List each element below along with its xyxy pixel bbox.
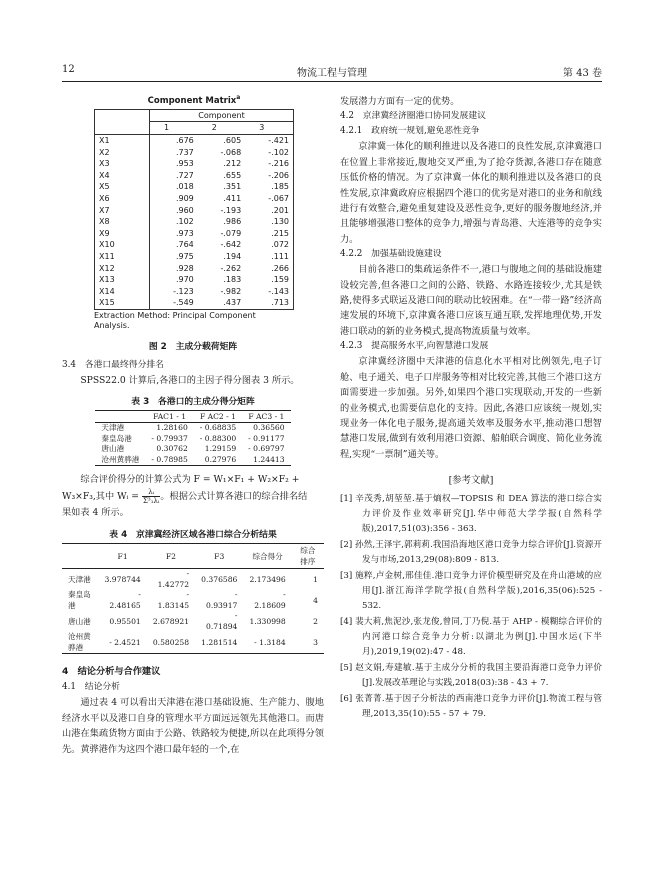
loading-cell: .986 — [223, 217, 242, 227]
loading-cell: .266 — [271, 263, 289, 273]
port-name: 秦皇岛港 — [68, 590, 91, 610]
value-cell: 2.678921 — [152, 616, 190, 626]
value-cell: - 1.83145 — [157, 590, 190, 610]
reference-item: [4] 裴大莉,焦泥沙,张龙俊,曾同,丁乃倪.基于 AHP - 模糊综合评价的内河港口综合竞争力分析:以湖北为例[J].中国水运(下半月),2019,19(02):47 - 48. — [340, 617, 602, 658]
table-row — [95, 193, 294, 205]
loading-cell: .201 — [271, 205, 289, 215]
variable-label: X14 — [95, 286, 150, 298]
score-matrix-table — [95, 410, 290, 466]
table-row — [62, 590, 324, 611]
column-header — [95, 411, 145, 423]
variable-label: X7 — [95, 205, 150, 217]
journal-name: 物流工程与管理 — [297, 68, 367, 79]
table-row — [95, 228, 294, 240]
loading-cell: .973 — [175, 228, 194, 238]
port-name: 唐山港 — [68, 616, 91, 626]
table-row — [95, 170, 294, 182]
value-cell: - 2.18609 — [254, 590, 286, 610]
value-cell: - 0.69797 — [248, 444, 285, 454]
reference-item: [2] 孙然,王泽宇,郭莉莉.我国沿海地区港口竞争力综合评价[J].资源开发与市场,2013,29(08):809 - 813. — [340, 540, 602, 566]
column-header: F AC2 - 1 — [194, 411, 242, 423]
value-cell: 4 — [313, 595, 318, 605]
column-header: 综合得分 — [243, 544, 291, 569]
table-row — [95, 434, 290, 445]
loading-cell: .111 — [271, 251, 289, 261]
section-heading: 4.2.3 提高服务水平,向智慧港口发展 — [340, 341, 489, 352]
table-row — [95, 239, 294, 251]
paragraph: 发展潜力方面有一定的优势。 — [340, 96, 460, 107]
loading-cell: -.102 — [268, 147, 289, 157]
value-cell: 1.281514 — [195, 632, 243, 654]
table-caption: 表 4 京津冀经济区域各港口综合分析结果 — [109, 530, 277, 541]
weight-fraction: $\frac{\text{λᵢ}}{\text{Σ³₁λᵢ}}$ — [142, 488, 160, 506]
section-heading: 4.2 京津冀经济圈港口协同发展建议 — [340, 111, 486, 122]
reference-item: [6] 张菁菁.基于因子分析法的西南港口竞争力评价[J].物流工程与管理,2013,35(10):55 - 57 + 79. — [340, 694, 602, 720]
loading-cell: .970 — [175, 275, 194, 285]
reference-item: [3] 施粹,卢金树,邢佳佳.港口竞争力评价模型研究及在舟山港域的应用[J].浙江海洋学院学报(自然科学版),2016,35(06):525 - 532. — [340, 571, 602, 612]
loading-cell: .411 — [223, 193, 242, 203]
loading-cell: .655 — [223, 170, 242, 180]
loading-cell: .212 — [223, 159, 242, 169]
variable-label: X2 — [95, 147, 150, 159]
loading-cell: .215 — [271, 228, 289, 238]
section-heading: 4.1 结论分析 — [62, 682, 120, 693]
column-header: FAC1 - 1 — [145, 411, 193, 423]
value-cell: - 1.42772 — [157, 569, 190, 589]
section-heading: 4 结论分析与合作建议 — [62, 666, 161, 678]
variable-label: X5 — [95, 181, 150, 193]
value-cell: 1.29159 — [204, 444, 237, 454]
loading-cell: -.421 — [268, 136, 289, 146]
loading-cell: -.982 — [220, 286, 242, 296]
variable-label: X11 — [95, 251, 150, 263]
loading-cell: .605 — [223, 136, 242, 146]
references-heading: [参考文献] — [448, 475, 494, 487]
loading-cell: .018 — [175, 182, 194, 192]
value-cell: 0.376586 — [201, 574, 238, 584]
value-cell: 1 — [313, 574, 318, 584]
loading-cell: -.216 — [268, 159, 289, 169]
value-cell: 0.36560 — [253, 423, 285, 433]
table-row — [95, 297, 294, 309]
value-cell: 0.95501 — [109, 616, 141, 626]
table-header-row — [95, 411, 290, 423]
variable-label: X4 — [95, 170, 150, 182]
paragraph: 京津冀经济圈中天津港的信息化水平相对比例领先,电子订舱、电子通关、电子口岸服务等相对比较完善,其他三个港口这方面需要进一步加强。另外,如果四个港口实现联动,开发的一些新的业务模式,也需要信息化的支持。因此,各港口应该统一规划,实现业务一体化电子服务,提高通关效率及服务水平,推动港口想智慧港口发展,做到有效利用港口资源、船舶联合调度、简化业务流程,实现“一票制”通关等。 — [340, 356, 602, 460]
reference-list — [340, 492, 602, 722]
value-cell: 3 — [292, 632, 324, 654]
value-cell: - 0.78985 — [145, 455, 193, 466]
value-cell: - 2.4521 — [98, 632, 146, 654]
component-matrix — [94, 94, 294, 331]
value-cell: 1.24413 — [242, 455, 290, 466]
left-column — [62, 94, 324, 757]
loading-cell: .960 — [175, 205, 194, 215]
loading-cell: -.193 — [220, 205, 242, 215]
paragraph: 通过表 4 可以看出天津港在港口基础设施、生产能力、腹地经济水平以及港口自身的管理水平方面远远领先其他港口。而唐山港在集疏货物方面由于公路、铁路较为便捷,所以在此项得分领先。黄骅港作为这四个港口最年轻的一个,在 — [62, 697, 324, 755]
loading-cell: .713 — [271, 298, 289, 308]
value-cell: - 2.48165 — [109, 590, 141, 610]
value-cell: 3.978744 — [104, 574, 141, 584]
port-name: 天津港 — [101, 423, 125, 433]
right-column — [340, 94, 602, 723]
variable-label: X12 — [95, 263, 150, 275]
table-row — [95, 455, 290, 466]
col-header: 1 — [150, 122, 198, 135]
column-header: F3 — [195, 544, 243, 569]
loading-cell: .437 — [223, 298, 242, 308]
component-col-headers — [95, 122, 294, 135]
variable-label: X3 — [95, 158, 150, 170]
loading-cell: .351 — [223, 182, 242, 192]
table-row — [95, 423, 290, 434]
loading-cell: -.123 — [173, 286, 194, 296]
page-number: 12 — [62, 64, 75, 75]
formula-line: W₃×F₃,其中 Wᵢ = $\frac{\text{λᵢ}}{\text{Σ³₁λᵢ}}$ 。根据公式计算各港口的综合排名结 — [62, 488, 308, 506]
loading-cell: .953 — [175, 159, 194, 169]
loading-cell: .102 — [175, 217, 194, 227]
port-name: 沧州黄骅港 — [62, 632, 98, 654]
loading-cell: .928 — [175, 263, 194, 273]
running-header — [62, 64, 602, 78]
value-cell: 2 — [313, 616, 318, 626]
table-header-row — [62, 544, 324, 569]
section-heading: 3.4 各港口最终得分排名 — [62, 359, 164, 370]
loading-cell: .159 — [271, 275, 289, 285]
loading-cell: .737 — [175, 147, 194, 157]
port-name: 唐山港 — [101, 444, 125, 454]
section-heading: 4.2.2 加强基础设施建设 — [340, 249, 442, 260]
loading-cell: .072 — [271, 240, 289, 250]
table-row — [95, 135, 294, 147]
loading-cell: -.262 — [220, 263, 242, 273]
comprehensive-result-table — [62, 543, 324, 654]
variable-label: X9 — [95, 228, 150, 240]
value-cell: - 0.68835 — [199, 423, 237, 433]
paragraph: SPSS22.0 计算后,各港口的主因子得分图表 3 所示。 — [80, 374, 300, 386]
reference-item: [5] 赵文娟,寿建敏.基于主成分分析的我国主要沿海港口竞争力评价[J].发展改革理论与实践,2018(03):38 - 43 + 7. — [340, 663, 602, 689]
value-cell: - 0.93917 — [205, 590, 238, 610]
table-row — [95, 216, 294, 228]
value-cell: 0.27976 — [194, 455, 242, 466]
port-name: 沧州黄骅港 — [95, 455, 145, 466]
loading-cell: -.143 — [268, 286, 289, 296]
variable-label: X1 — [95, 135, 150, 147]
paragraph: 京津冀一体化的顺利推进以及各港口的良性发展,京津冀港口在位置上非常接近,腹地交叉严重,为了抢夺货源,各港口存在随意压低价格的情况。为了京津冀一体化的顺利推进以及各港口的良性发展,京津冀政府应根据四个港口的优劣是对港口的业务和航线进行有效整合,避免重复建设及恶性竞争,更好的服务腹地经济,并且能够增强港口整体的竞争力,增强与青岛港、大连港等的竞争实力。 — [340, 141, 602, 245]
loading-cell: -.549 — [173, 298, 194, 308]
value-cell: 1.330998 — [249, 616, 286, 626]
table-row — [95, 274, 294, 286]
section-heading: 4.2.1 政府统一规划,避免恶性竞争 — [340, 126, 480, 137]
variable-label: X10 — [95, 239, 150, 251]
value-cell: 1.28160 — [156, 423, 188, 433]
table-row — [95, 251, 294, 263]
loading-cell: .975 — [175, 251, 194, 261]
value-cell: - 0.88300 — [199, 433, 237, 443]
column-header: F2 — [147, 544, 195, 569]
loading-cell: .676 — [175, 136, 194, 146]
formula-line: 综合评价得分的计算公式为 F = W₁×F₁ + W₂×F₂ + — [80, 474, 300, 486]
column-header: 综合排序 — [292, 544, 324, 569]
value-cell: 0.30762 — [156, 444, 188, 454]
variable-label: X8 — [95, 216, 150, 228]
column-header: F AC3 - 1 — [242, 411, 290, 423]
header-rule — [62, 81, 602, 82]
figure-caption: 图 2 主成分载荷矩阵 — [148, 341, 238, 352]
component-matrix-title: Component Matrix$^a$ — [147, 94, 241, 106]
formula-line: 果如表 4 所示。 — [62, 507, 129, 519]
loading-cell: .130 — [271, 217, 289, 227]
variable-label: X6 — [95, 193, 150, 205]
value-cell: - 1.3184 — [243, 632, 291, 654]
value-cell: 0.580258 — [147, 632, 195, 654]
volume-label: 第 43 卷 — [562, 68, 602, 79]
port-name: 天津港 — [68, 574, 91, 584]
value-cell: - 0.79937 — [151, 433, 188, 443]
value-cell: - 0.71894 — [205, 611, 238, 631]
loading-cell: .727 — [175, 170, 194, 180]
table-row — [95, 286, 294, 298]
component-label: Component — [150, 109, 294, 122]
table-row — [95, 158, 294, 170]
extraction-note: Extraction Method: Principal Component Analysis. — [94, 310, 256, 330]
col-header: 3 — [245, 122, 293, 135]
loading-cell: .183 — [223, 275, 242, 285]
loading-cell: .764 — [175, 240, 194, 250]
variable-label: X13 — [95, 274, 150, 286]
variable-label: X15 — [95, 297, 150, 309]
table-caption: 表 3 各港口的主成分得分矩阵 — [131, 397, 255, 408]
table-row — [95, 263, 294, 275]
table-row — [95, 205, 294, 217]
column-header — [62, 544, 98, 569]
col-header: 2 — [198, 122, 245, 135]
loading-cell: -.067 — [268, 193, 289, 203]
loading-cell: .194 — [223, 251, 242, 261]
column-header: F1 — [98, 544, 146, 569]
table-row — [62, 632, 324, 654]
value-cell: 2.173496 — [249, 574, 286, 584]
loading-cell: -.642 — [220, 240, 242, 250]
table-row — [95, 181, 294, 193]
loading-cell: .185 — [271, 182, 289, 192]
paragraph: 目前各港口的集疏运条件不一,港口与腹地之间的基础设施建设较完善,但各港口之间的公路、铁路、水路连接较少,尤其是铁路,使得多式联运及港口间的联动比较困难。在“一带一路”经济高速发展的环境下,京津冀各港口应该互通互联,发挥地理优势,开发港口联动的新的业务模式,提高物流质量与效率。 — [340, 264, 602, 337]
loading-cell: .909 — [175, 193, 194, 203]
loading-cell: -.068 — [220, 147, 242, 157]
table-row — [62, 611, 324, 632]
table-row — [62, 569, 324, 591]
reference-item: [1] 辛茂秀,胡堃堃.基于熵权—TOPSIS 和 DEA 算法的港口综合实力评价及作业效率研究[J].华中师范大学学报(自然科学版),2017,51(03):356 - 363. — [340, 494, 602, 535]
loading-cell: -.206 — [268, 170, 289, 180]
table-row — [95, 444, 290, 455]
table-row — [95, 147, 294, 159]
component-header-row — [95, 109, 294, 122]
port-name: 秦皇岛港 — [101, 433, 132, 443]
value-cell: - 0.91177 — [248, 433, 285, 443]
component-matrix-table — [94, 109, 294, 310]
loading-cell: -.079 — [220, 228, 242, 238]
